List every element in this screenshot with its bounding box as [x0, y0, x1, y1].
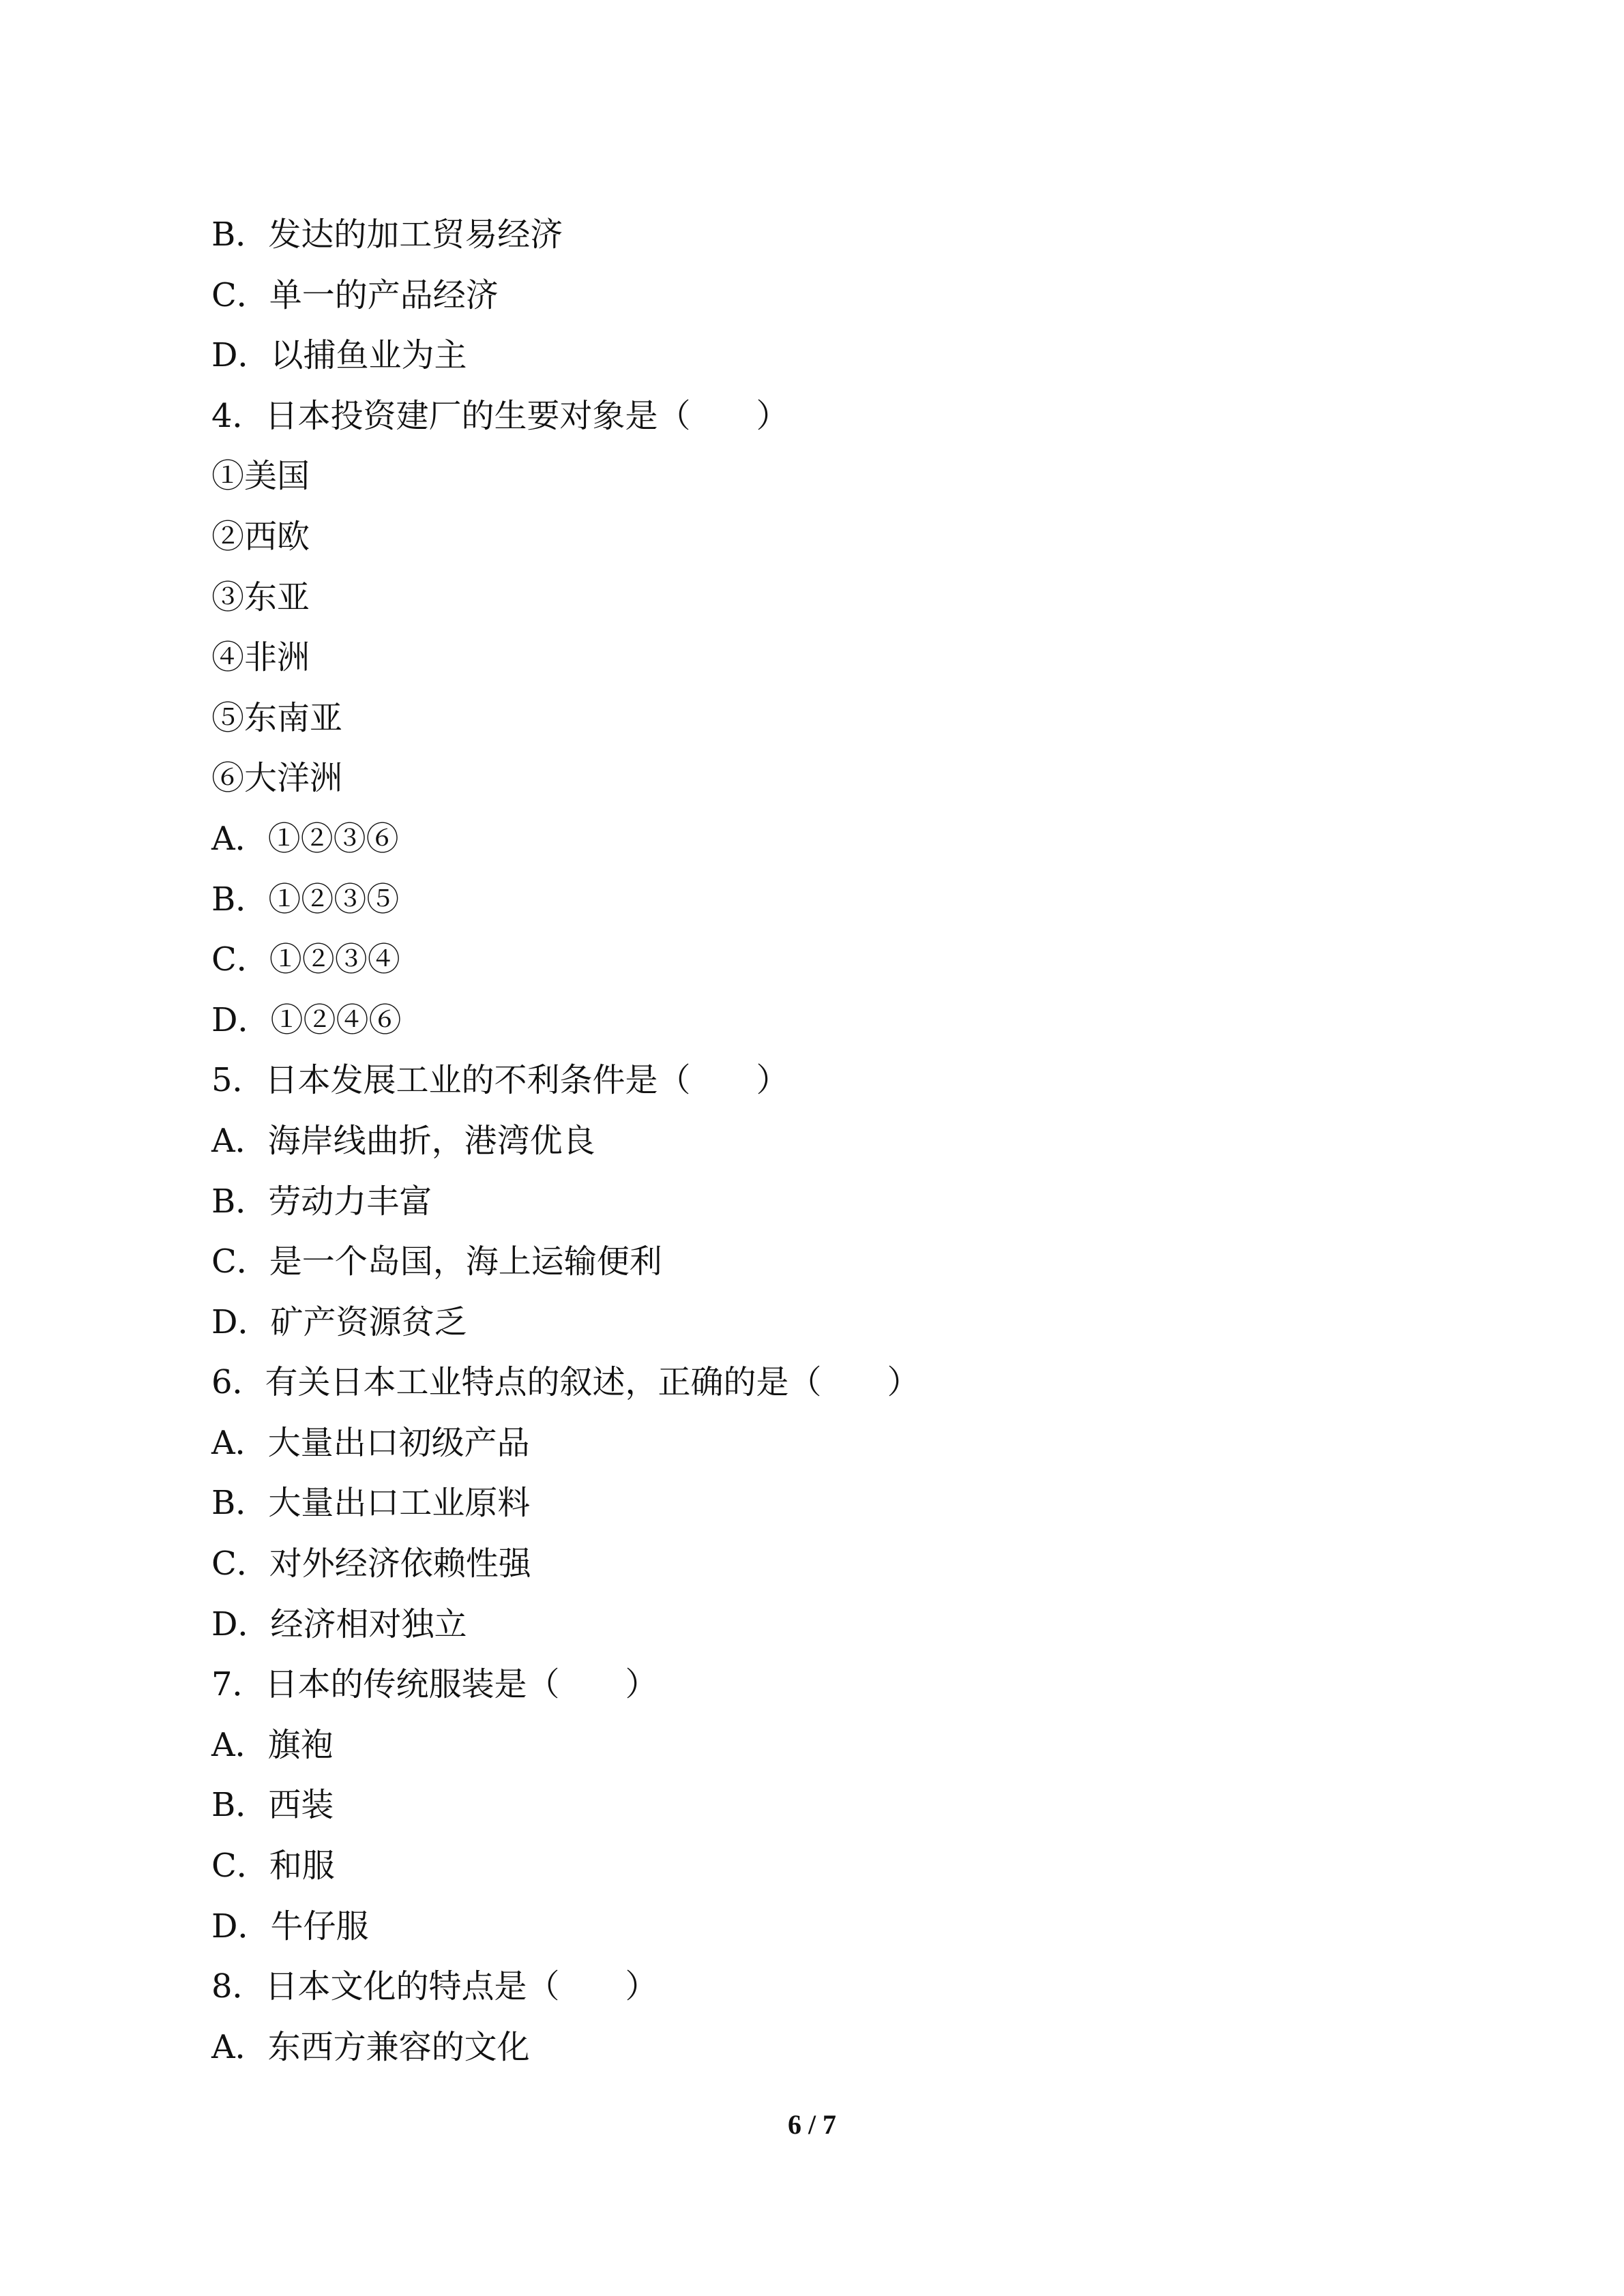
option-b-q7: B．西装	[211, 1786, 334, 1825]
item-1: ①美国	[211, 457, 310, 496]
option-b-q6: B．大量出口工业原料	[211, 1484, 531, 1523]
option-b-q5: B．劳动力丰富	[211, 1182, 432, 1221]
option-c-q4: C．①②③④	[211, 940, 400, 979]
option-d-q7: D．牛仔服	[211, 1907, 369, 1945]
option-a-q4: A．①②③⑥	[211, 819, 399, 858]
question-4: 4．日本投资建厂的生要对象是（ ）	[211, 396, 789, 435]
option-d-q6: D．经济相对独立	[211, 1605, 467, 1643]
option-b-q4: B．①②③⑤	[211, 880, 400, 919]
option-a-q6: A．大量出口初级产品	[211, 1423, 530, 1462]
item-4: ④非洲	[211, 638, 310, 677]
option-b-q3: B．发达的加工贸易经济	[211, 215, 563, 254]
item-2: ②西欧	[211, 517, 310, 556]
option-d-q3: D．以捕鱼业为主	[211, 336, 467, 375]
item-5: ⑤东南亚	[211, 698, 343, 737]
option-d-q4: D．①②④⑥	[211, 1000, 402, 1039]
option-a-q7: A．旗袍	[211, 1725, 334, 1764]
option-c-q6: C．对外经济依赖性强	[211, 1545, 531, 1583]
option-a-q5: A．海岸线曲折，港湾优良	[211, 1121, 595, 1160]
question-6: 6．有关日本工业特点的叙述，正确的是（ ）	[211, 1363, 920, 1402]
question-7: 7．日本的传统服装是（ ）	[211, 1665, 658, 1704]
option-a-q8: A．东西方兼容的文化	[211, 2027, 530, 2066]
question-5: 5．日本发展工业的不利条件是（ ）	[211, 1061, 789, 1100]
option-c-q3: C．单一的产品经济	[211, 275, 499, 314]
question-8: 8．日本文化的特点是（ ）	[211, 1967, 658, 2006]
page-number: 6 / 7	[787, 2109, 837, 2140]
item-3: ③东亚	[211, 578, 310, 616]
option-c-q7: C．和服	[211, 1847, 335, 1885]
question-text	[211, 205, 1439, 2077]
option-d-q5: D．矿产资源贫乏	[211, 1302, 467, 1341]
item-6: ⑥大洋洲	[211, 759, 343, 798]
option-c-q5: C．是一个岛国，海上运输便利	[211, 1242, 662, 1281]
